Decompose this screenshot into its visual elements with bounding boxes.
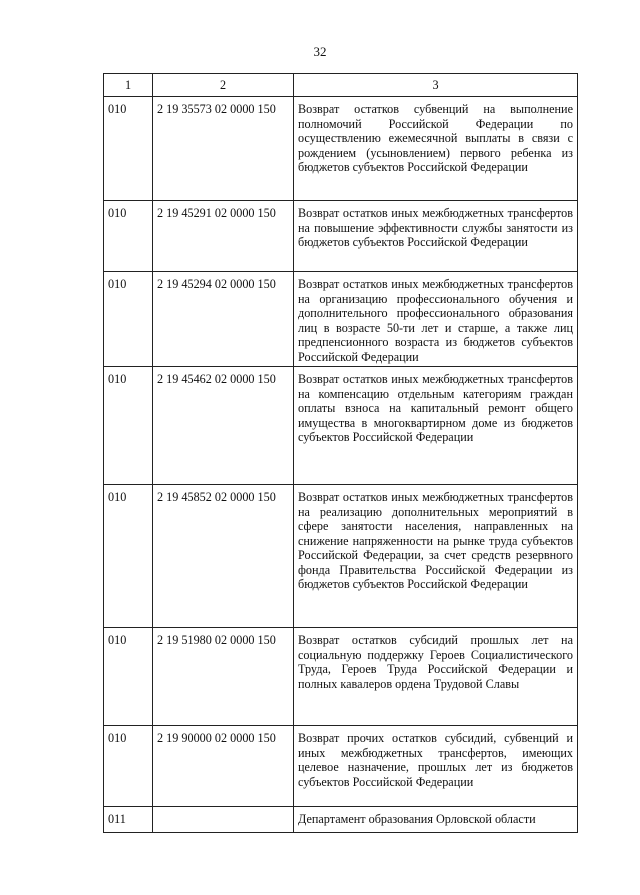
table-row: [104, 628, 578, 726]
budget-code-cell: 2 19 45852 02 0000 150: [153, 485, 294, 628]
budget-code-cell: [153, 807, 294, 833]
admin-code-cell: 010: [104, 726, 153, 807]
table-header-row: [104, 74, 578, 97]
table-row: [104, 272, 578, 367]
table-row: [104, 807, 578, 833]
revenue-name-cell: Возврат остатков субвенций на выполнение полномочий Российской Федерации по осуществлению ежемесячной выплаты в связи с рождением (усыновлением) первого ребенка из бюджетов субъектов Российской Федерации: [294, 97, 578, 201]
table-row: [104, 367, 578, 485]
table-row: [104, 201, 578, 272]
page-number: 32: [313, 44, 327, 59]
revenue-name-cell: Возврат остатков иных межбюджетных трансфертов на организацию профессионального обучения и дополнительного профессионального образования лиц в возрасте 50-ти лет и старше, а также лиц предпенсионного возраста из бюджетов субъектов Российской Федерации: [294, 272, 578, 367]
revenue-name-cell: Возврат остатков субсидий прошлых лет на социальную поддержку Героев Социалистического Труда, Героев Труда Российской Федерации и полных кавалеров ордена Трудовой Славы: [294, 628, 578, 726]
admin-code-cell: 010: [104, 97, 153, 201]
column-header-code: 2: [153, 74, 294, 97]
budget-code-cell: 2 19 45294 02 0000 150: [153, 272, 294, 367]
budget-code-cell: 2 19 35573 02 0000 150: [153, 97, 294, 201]
revenue-name-cell: Возврат остатков иных межбюджетных трансфертов на повышение эффективности службы занятости из бюджетов субъектов Российской Федерации: [294, 201, 578, 272]
table-row: [104, 97, 578, 201]
table-row: [104, 726, 578, 807]
budget-code-cell: 2 19 45462 02 0000 150: [153, 367, 294, 485]
revenue-name-cell: Департамент образования Орловской области: [294, 807, 578, 833]
revenue-name-cell: Возврат остатков иных межбюджетных трансфертов на компенсацию отдельным категориям граждан оплаты взноса на капитальный ремонт общего имущества в многоквартирном доме из бюджетов субъектов Российской Федерации: [294, 367, 578, 485]
column-header-name: 3: [294, 74, 578, 97]
budget-code-cell: 2 19 51980 02 0000 150: [153, 628, 294, 726]
admin-code-cell: 010: [104, 201, 153, 272]
column-header-admin: 1: [104, 74, 153, 97]
revenue-name-cell: Возврат прочих остатков субсидий, субвенций и иных межбюджетных трансфертов, имеющих целевое назначение, прошлых лет из бюджетов субъектов Российской Федерации: [294, 726, 578, 807]
admin-code-cell: 010: [104, 628, 153, 726]
table-row: [104, 485, 578, 628]
admin-code-cell: 011: [104, 807, 153, 833]
revenue-name-cell: Возврат остатков иных межбюджетных трансфертов на реализацию дополнительных мероприятий в сфере занятости населения, направленных на снижение напряженности на рынке труда субъектов Российской Федерации, за счет средств резервного фонда Правительства Российской Федерации из бюджетов субъектов Российской Федерации: [294, 485, 578, 628]
admin-code-cell: 010: [104, 367, 153, 485]
admin-code-cell: 010: [104, 272, 153, 367]
budget-codes-table: [103, 73, 578, 833]
admin-code-cell: 010: [104, 485, 153, 628]
budget-code-cell: 2 19 45291 02 0000 150: [153, 201, 294, 272]
budget-code-cell: 2 19 90000 02 0000 150: [153, 726, 294, 807]
